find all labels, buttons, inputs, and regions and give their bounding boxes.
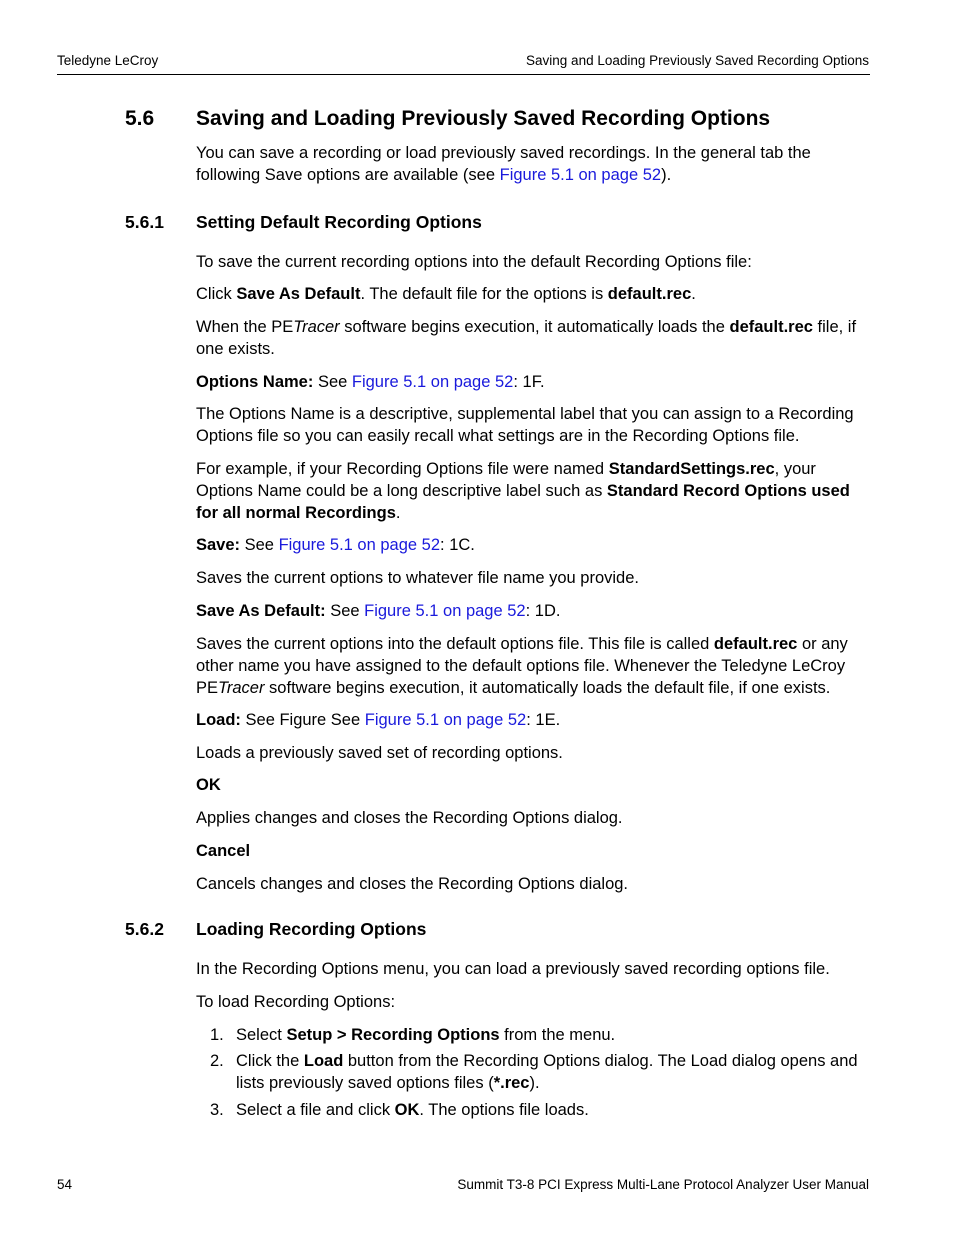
text: See (240, 536, 279, 554)
list-number: 2. (210, 1052, 224, 1070)
text: Click the (236, 1052, 304, 1070)
text: from the menu. (499, 1026, 616, 1044)
text: or any other name you have assigned to the default options file. Whenever the Teledyne LeCroy PE (196, 635, 848, 697)
paragraph (196, 316, 874, 360)
bold-text: OK (394, 1101, 420, 1119)
text: file, if one exists. (196, 318, 857, 358)
bold-text: default.rec (713, 635, 798, 653)
list-item (210, 1099, 874, 1121)
bold-text: Standard Record Options used for all normal Recordings (196, 482, 850, 522)
item-label: Load: (196, 711, 241, 729)
item-label: Save: (196, 536, 241, 554)
text: : 1C. (440, 536, 475, 554)
footer-title: Summit T3-8 PCI Express Multi-Lane Protocol Analyzer User Manual (457, 1177, 869, 1192)
text: Select a file and click (236, 1101, 395, 1119)
list-item (210, 1024, 874, 1046)
paragraph: Cancels changes and closes the Recording Options dialog. (196, 875, 629, 893)
text: , your Options Name could be a long descriptive label such as (196, 460, 816, 500)
list-number: 1. (210, 1026, 224, 1044)
paragraph: In the Recording Options menu, you can load a previously saved recording options file. (196, 960, 830, 978)
paragraph (196, 283, 874, 305)
figure-link[interactable]: Figure 5.1 on page 52 (278, 536, 441, 554)
section-title: Saving and Loading Previously Saved Recording Options (196, 107, 771, 130)
list-item (210, 1050, 874, 1094)
text: : 1D. (525, 602, 561, 620)
figure-link[interactable]: Figure 5.1 on page 52 (364, 711, 527, 729)
figure-link[interactable]: Figure 5.1 on page 52 (351, 373, 514, 391)
paragraph: Applies changes and closes the Recording Options dialog. (196, 809, 623, 827)
ok-label: OK (196, 776, 221, 794)
section-intro (196, 142, 874, 186)
options-name-item (196, 371, 874, 393)
list-number: 3. (210, 1101, 224, 1119)
text: Click (196, 285, 237, 303)
header-right: Saving and Loading Previously Saved Recording Options (526, 53, 869, 68)
subsection-heading-1 (125, 210, 482, 234)
subsection-heading-2 (125, 917, 426, 941)
page-number: 54 (57, 1177, 73, 1192)
text: . (395, 504, 401, 522)
text: . The default file for the options is (360, 285, 608, 303)
load-item (196, 709, 874, 731)
bold-text: default.rec (607, 285, 692, 303)
subsection-title: Loading Recording Options (196, 919, 427, 939)
bold-text: default.rec (729, 318, 813, 336)
text: software begins execution, it automatically loads the default file, if one exists. (264, 679, 831, 697)
subsection-number: 5.6.2 (125, 919, 164, 939)
bold-text: Save As Default (236, 285, 361, 303)
intro-text: You can save a recording or load previously saved recordings. In the general tab the following Save options are available (see (196, 144, 811, 184)
save-as-default-item (196, 600, 874, 622)
paragraph: To load Recording Options: (196, 993, 396, 1011)
header-rule (57, 74, 870, 75)
italic-text: Tracer (293, 318, 340, 336)
text: software begins execution, it automatically loads the (339, 318, 730, 336)
figure-link[interactable]: Figure 5.1 on page 52 (364, 602, 526, 620)
subsection-title: Setting Default Recording Options (196, 212, 482, 232)
text: When the PE (196, 318, 294, 336)
text: Select (236, 1026, 287, 1044)
paragraph: The Options Name is a descriptive, supplemental label that you can assign to a Recording Options file so you can easily recall what settings are in the Recording Options file. (196, 405, 854, 445)
paragraph (196, 458, 874, 524)
item-label: Save As Default: (196, 602, 326, 620)
cancel-label: Cancel (196, 842, 251, 860)
header-left: Teledyne LeCroy (57, 53, 159, 68)
paragraph: Loads a previously saved set of recording options. (196, 744, 563, 762)
text: See (313, 373, 352, 391)
text: . The options file loads. (419, 1101, 589, 1119)
text: Saves the current options into the default options file. This file is called (196, 635, 714, 653)
paragraph: Saves the current options to whatever file name you provide. (196, 569, 639, 587)
bold-text: StandardSettings.rec (608, 460, 775, 478)
italic-text: Tracer (218, 679, 265, 697)
bold-text: *.rec (493, 1074, 530, 1092)
figure-link[interactable]: Figure 5.1 on page 52 (499, 166, 662, 184)
text: For example, if your Recording Options file were named (196, 460, 609, 478)
text: button from the Recording Options dialog. The Load dialog opens and lists previously saved options files ( (236, 1052, 858, 1092)
paragraph: To save the current recording options into the default Recording Options file: (196, 253, 752, 271)
section-heading (125, 105, 770, 133)
text: See Figure See (240, 711, 365, 729)
item-label: Options Name: (196, 373, 314, 391)
paragraph (196, 633, 874, 699)
text: See (325, 602, 365, 620)
text: : 1F. (513, 373, 545, 391)
section-number: 5.6 (125, 107, 155, 130)
text: : 1E. (526, 711, 561, 729)
text: ). (529, 1074, 540, 1092)
text: . (691, 285, 696, 303)
subsection-number: 5.6.1 (125, 212, 164, 232)
intro-text-end: ). (661, 166, 672, 184)
bold-text: Load (303, 1052, 344, 1070)
save-item (196, 534, 874, 556)
bold-text: Setup > Recording Options (286, 1026, 500, 1044)
